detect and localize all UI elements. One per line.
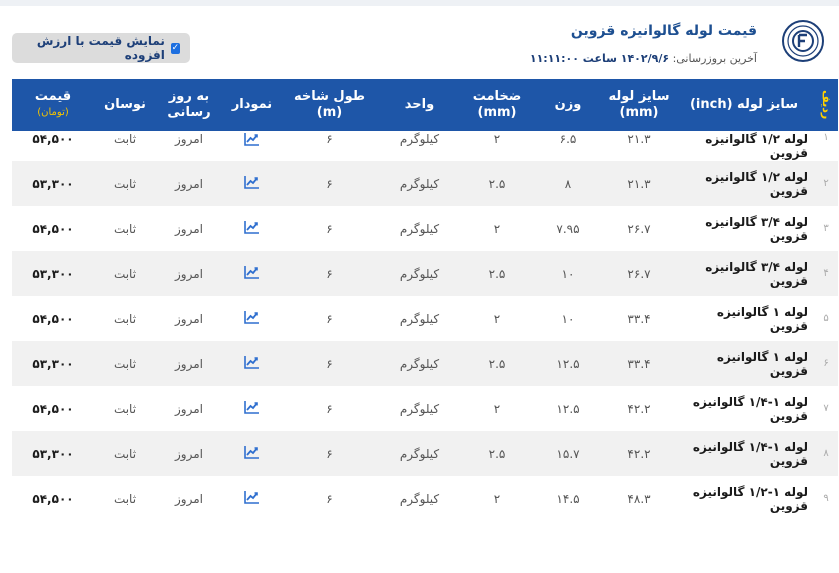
price-table-container[interactable] (12, 79, 838, 561)
cell-updated: امروز (175, 221, 203, 236)
cell-change: ثابت (113, 132, 137, 146)
cell-price: ۵۴,۵۰۰ (32, 132, 74, 146)
chart-trend-icon[interactable] (244, 265, 260, 282)
chart-trend-icon[interactable] (244, 132, 260, 149)
chart-cell[interactable] (222, 296, 282, 341)
cell-weight: ۸ (564, 176, 572, 191)
chart-cell[interactable] (222, 161, 282, 206)
cell-unit: کیلوگرم (399, 356, 440, 371)
cell-name: لوله ۱ گالوانیزه قزوین (716, 349, 808, 378)
cell-thickness: ۲ (493, 132, 501, 146)
col-header-price[interactable] (12, 79, 94, 131)
cell-name: لوله ۱-۱/۴ گالوانیزه قزوین (692, 394, 808, 423)
cell-weight: ۱۲.۵ (556, 356, 580, 371)
cell-length: ۶ (326, 176, 333, 191)
chart-trend-icon[interactable] (244, 490, 260, 507)
cell-length: ۶ (326, 221, 333, 236)
cell-thickness: ۲.۵ (488, 266, 506, 281)
cell-unit: کیلوگرم (399, 132, 440, 146)
chart-cell[interactable] (222, 476, 282, 521)
cell-row: ۹ (823, 493, 829, 504)
table-row[interactable] (12, 206, 838, 251)
check-icon[interactable]: ✓ (171, 42, 180, 53)
table-row[interactable] (12, 161, 838, 206)
cell-unit: کیلوگرم (399, 446, 440, 461)
cell-name: لوله ۱/۲ گالوانیزه قزوین (705, 169, 808, 198)
chart-cell[interactable] (222, 206, 282, 251)
cell-row: ۵ (823, 313, 829, 324)
cell-updated: امروز (175, 356, 203, 371)
page-title: قیمت لوله گالوانیزه قزوین (570, 23, 757, 39)
cell-change: ثابت (113, 446, 137, 461)
cell-thickness: ۲.۵ (488, 176, 506, 191)
cell-length: ۶ (326, 311, 333, 326)
cell-price: ۵۳,۳۰۰ (32, 176, 74, 191)
last-update-value: ۱۴۰۲/۹/۶ ساعت ۱۱:۱۱:۰۰ (529, 52, 670, 65)
table-row[interactable] (12, 386, 838, 431)
cell-change: ثابت (113, 401, 137, 416)
cell-price: ۵۴,۵۰۰ (32, 221, 74, 236)
table-row[interactable] (12, 341, 838, 386)
col-header-name[interactable]: سایز لوله (inch) (689, 97, 799, 112)
chart-cell[interactable] (222, 341, 282, 386)
cell-weight: ۱۲.۵ (556, 401, 580, 416)
table-row[interactable] (12, 251, 838, 296)
cell-row: ۲ (823, 178, 829, 189)
cell-change: ثابت (113, 176, 137, 191)
cell-price: ۵۴,۵۰۰ (32, 401, 74, 416)
cell-weight: ۱۴.۵ (556, 491, 580, 506)
vat-toggle[interactable] (12, 33, 190, 63)
cell-row: ۷ (823, 403, 829, 414)
company-logo (782, 20, 824, 62)
col-header-unit[interactable]: واحد (404, 97, 435, 112)
vat-toggle-label: نمایش قیمت با ارزش افزوده (36, 34, 165, 62)
last-update (530, 52, 757, 65)
cell-thickness: ۲ (493, 311, 501, 326)
cell-size: ۴۸.۳ (627, 491, 651, 506)
cell-length: ۶ (326, 356, 333, 371)
chart-cell[interactable] (222, 131, 282, 161)
col-header-length[interactable]: طول شاخه (m) (293, 89, 366, 120)
cell-length: ۶ (326, 266, 333, 281)
cell-length: ۶ (326, 132, 333, 146)
cell-length: ۶ (326, 491, 333, 506)
cell-length: ۶ (326, 446, 333, 461)
cell-updated: امروز (175, 446, 203, 461)
cell-length: ۶ (326, 401, 333, 416)
cell-weight: ۱۰ (561, 311, 575, 326)
cell-size: ۲۶.۷ (627, 221, 651, 236)
cell-thickness: ۲ (493, 491, 501, 506)
table-body (12, 131, 838, 521)
chart-trend-icon[interactable] (244, 175, 260, 192)
chart-cell[interactable] (222, 431, 282, 476)
cell-weight: ۱۵.۷ (556, 446, 580, 461)
cell-change: ثابت (113, 356, 137, 371)
table-row[interactable] (12, 296, 838, 341)
col-header-price-unit: (تومان) (37, 107, 69, 118)
last-update-label: آخرین بروزرسانی: (672, 52, 757, 65)
cell-unit: کیلوگرم (399, 311, 440, 326)
cell-size: ۴۲.۲ (627, 446, 651, 461)
chart-trend-icon[interactable] (244, 220, 260, 237)
chart-trend-icon[interactable] (244, 400, 260, 417)
cell-thickness: ۲.۵ (488, 356, 506, 371)
cell-name: لوله ۳/۴ گالوانیزه قزوین (705, 214, 808, 243)
col-header-thickness[interactable]: ضخامت (mm) (472, 89, 522, 120)
cell-price: ۵۴,۵۰۰ (32, 491, 74, 506)
cell-row: ۴ (823, 268, 829, 279)
cell-size: ۲۶.۷ (627, 266, 651, 281)
chart-trend-icon[interactable] (244, 445, 260, 462)
cell-size: ۴۲.۲ (627, 401, 651, 416)
price-table (12, 79, 838, 521)
chart-trend-icon[interactable] (244, 355, 260, 372)
cell-change: ثابت (113, 266, 137, 281)
col-header-weight[interactable]: وزن (554, 97, 582, 112)
col-header-chart: نمودار (231, 97, 273, 112)
cell-unit: کیلوگرم (399, 491, 440, 506)
table-row[interactable] (12, 431, 838, 476)
cell-unit: کیلوگرم (399, 221, 440, 236)
col-header-updated[interactable]: به روز رسانی (167, 89, 211, 120)
cell-row: ۱ (823, 132, 829, 143)
cell-weight: ۷.۹۵ (556, 221, 580, 236)
cell-price: ۵۴,۵۰۰ (32, 311, 74, 326)
cell-price: ۵۳,۳۰۰ (32, 446, 74, 461)
col-header-change[interactable]: نوسان (104, 97, 146, 112)
cell-updated: امروز (175, 311, 203, 326)
cell-unit: کیلوگرم (399, 176, 440, 191)
cell-updated: امروز (175, 401, 203, 416)
cell-change: ثابت (113, 311, 137, 326)
cell-row: ۳ (823, 223, 829, 234)
cell-size: ۲۱.۳ (627, 176, 651, 191)
cell-size: ۲۱.۳ (627, 132, 651, 146)
cell-name: لوله ۱-۱/۲ گالوانیزه قزوین (692, 484, 808, 513)
cell-change: ثابت (113, 221, 137, 236)
col-header-size[interactable]: سایز لوله (mm) (608, 89, 670, 120)
cell-size: ۳۳.۴ (627, 311, 651, 326)
cell-thickness: ۲.۵ (488, 446, 506, 461)
cell-unit: کیلوگرم (399, 401, 440, 416)
cell-row: ۸ (823, 448, 829, 459)
chart-trend-icon[interactable] (244, 310, 260, 327)
cell-updated: امروز (175, 176, 203, 191)
table-row[interactable] (12, 131, 838, 161)
cell-updated: امروز (175, 132, 203, 146)
table-row[interactable] (12, 476, 838, 521)
cell-name: لوله ۳/۴ گالوانیزه قزوین (705, 259, 808, 288)
cell-weight: ۶.۵ (559, 132, 577, 146)
cell-updated: امروز (175, 491, 203, 506)
cell-name: لوله ۱/۲ گالوانیزه قزوین (705, 132, 808, 160)
chart-cell[interactable] (222, 386, 282, 431)
cell-thickness: ۲ (493, 401, 501, 416)
cell-updated: امروز (175, 266, 203, 281)
cell-name: لوله ۱ گالوانیزه قزوین (716, 304, 808, 333)
chart-cell[interactable] (222, 251, 282, 296)
cell-size: ۳۳.۴ (627, 356, 651, 371)
col-header-price-label: قیمت (34, 89, 72, 104)
cell-change: ثابت (113, 491, 137, 506)
cell-name: لوله ۱-۱/۴ گالوانیزه قزوین (692, 439, 808, 468)
table-header-row (12, 79, 838, 131)
cell-price: ۵۳,۳۰۰ (32, 356, 74, 371)
cell-unit: کیلوگرم (399, 266, 440, 281)
cell-weight: ۱۰ (561, 266, 575, 281)
cell-thickness: ۲ (493, 221, 501, 236)
col-header-row: ردیف (820, 90, 833, 120)
cell-price: ۵۳,۳۰۰ (32, 266, 74, 281)
cell-row: ۶ (823, 358, 829, 369)
